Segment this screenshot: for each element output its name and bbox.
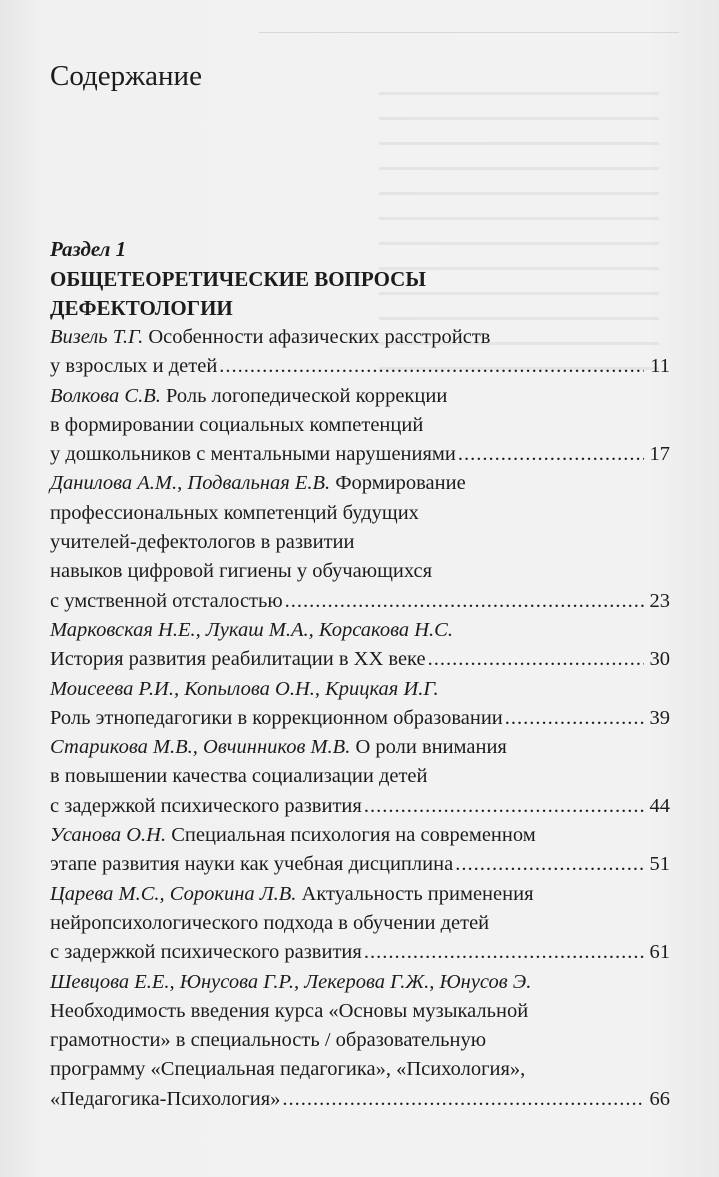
toc-entry-title-text: Специальная психология на современном: [166, 824, 536, 847]
toc-entry-line: [50, 1026, 670, 1055]
toc-entry-authors: Данилова А.М., Подвальная Е.В.: [50, 472, 331, 495]
toc-entry-line: [50, 675, 670, 704]
toc-entry: [50, 880, 670, 968]
toc-entry-line: [50, 733, 670, 762]
toc-title: Содержание: [50, 60, 202, 92]
toc-entry-text: [50, 587, 283, 616]
toc-entry-line: [50, 880, 670, 909]
toc-entry-title-text: История развития реабилитации в XX веке: [50, 648, 426, 671]
toc-entry-line: [50, 850, 670, 879]
toc-entry-line: [50, 587, 670, 616]
toc-entry-line: [50, 323, 670, 352]
toc-entry-title-text: Актуальность применения: [296, 882, 534, 905]
toc-entry: [50, 821, 670, 880]
toc-entry-title-text: у дошкольников с ментальными нарушениями: [50, 443, 456, 466]
toc-entry-line: [50, 1055, 670, 1084]
toc-entry-text: [50, 1085, 280, 1114]
toc-entry-title-text: профессиональных компетенций будущих: [50, 501, 419, 524]
toc-entry-title-text: с задержкой психического развития: [50, 794, 362, 817]
toc-entry-title-text: учителей-дефектологов в развитии: [50, 531, 355, 554]
dot-leader: [285, 587, 644, 616]
toc-entry-page-number: 39: [649, 706, 670, 729]
toc-entry: [50, 382, 670, 470]
toc-entry-title-text: этапе развития науки как учебная дисциплина: [50, 853, 454, 876]
toc-entry-line: [50, 968, 670, 997]
toc-entry-title-text: Необходимость введения курса «Основы музыкальной: [50, 999, 529, 1022]
toc-entry-title-text: с задержкой психического развития: [50, 941, 362, 964]
toc-entry-page-number: 30: [649, 648, 670, 671]
toc-entry-line: [50, 528, 670, 557]
bleed-through-header: [259, 10, 679, 33]
toc-entry-line: [50, 792, 670, 821]
toc-entry-line: [50, 440, 670, 469]
toc-entry: [50, 616, 670, 675]
toc-entry-title-text: нейропсихологического подхода в обучении детей: [50, 911, 490, 934]
toc-entry-title-text: в формировании социальных компетенций: [50, 413, 424, 436]
toc-entry-line: [50, 704, 670, 733]
toc-entry-line: [50, 997, 670, 1026]
toc-entry-line: [50, 499, 670, 528]
toc-entry-title-text: «Педагогика-Психология»: [50, 1087, 281, 1110]
toc-entry-text: [50, 352, 217, 381]
toc-entry-line: [50, 821, 670, 850]
toc-entry-page-number: 44: [649, 794, 670, 817]
toc-entry-title-text: О роли внимания: [350, 736, 507, 759]
toc-entry: [50, 469, 670, 615]
toc-entry-line: [50, 645, 670, 674]
toc-entries: [50, 323, 670, 1114]
toc-entry-text: [50, 645, 426, 674]
toc-entry-authors: Визель Т.Г.: [50, 326, 144, 348]
dot-leader: [428, 645, 644, 674]
table-of-contents: [50, 58, 670, 1114]
toc-entry-authors: Волкова С.В.: [50, 384, 161, 407]
toc-entry: [50, 323, 670, 382]
toc-entry-line: [50, 909, 670, 938]
toc-entry-page-number: 17: [649, 443, 670, 466]
toc-entry-text: [50, 850, 453, 879]
toc-entry-page-number: 51: [649, 853, 670, 876]
toc-entry-title-text: у взрослых и детей: [50, 355, 218, 378]
toc-entry-title-text: Особенности афазических расстройств: [143, 326, 491, 348]
toc-entry-page-number: 11: [650, 355, 670, 378]
dot-leader: [219, 352, 644, 381]
toc-entry-line: [50, 352, 670, 381]
toc-entry-line: [50, 382, 670, 411]
toc-entry-title-text: грамотности» в специальность / образовательную: [50, 1029, 487, 1052]
toc-entry-authors: Усанова О.Н.: [50, 824, 167, 847]
toc-entry-title-text: Формирование: [330, 472, 466, 495]
toc-entry-line: [50, 557, 670, 586]
toc-entry-title-text: в повышении качества социализации детей: [50, 765, 428, 788]
toc-entry-text: [50, 440, 456, 469]
toc-entry-title-text: Роль логопедической коррекции: [160, 384, 448, 407]
toc-entry: [50, 675, 670, 734]
dot-leader: [364, 938, 644, 967]
toc-entry-title-text: с умственной отсталостью: [50, 589, 283, 612]
toc-entry-title-text: навыков цифровой гигиены у обучающихся: [50, 560, 433, 583]
toc-entry-text: [50, 938, 362, 967]
toc-entry-authors: Моисеева Р.И., Копылова О.Н., Крицкая И.Г.: [50, 677, 439, 700]
dot-leader: [455, 850, 644, 879]
toc-entry-text: [50, 704, 503, 733]
toc-entry-authors: Шевцова Е.Е., Юнусова Г.Р., Лекерова Г.Ж., Юнусов Э.: [50, 970, 532, 993]
toc-entry-line: [50, 616, 670, 645]
toc-entry-line: [50, 762, 670, 791]
toc-entry-page-number: 66: [649, 1087, 670, 1110]
toc-entry-authors: Старикова М.В., Овчинников М.В.: [50, 736, 351, 759]
toc-entry-title-text: программу «Специальная педагогика», «Психология»,: [50, 1058, 526, 1081]
toc-entry-authors: Царева М.С., Сорокина Л.В.: [50, 882, 297, 905]
toc-entry-title-text: Роль этнопедагогики в коррекционном образовании: [50, 706, 503, 729]
dot-leader: [282, 1085, 644, 1114]
section-label: Раздел 1: [50, 237, 127, 261]
toc-entry: [50, 968, 670, 1114]
toc-entry-text: [50, 792, 362, 821]
toc-entry-line: [50, 938, 670, 967]
toc-entry-authors: Марковская Н.Е., Лукаш М.А., Корсакова Н.С.: [50, 618, 453, 641]
dot-leader: [458, 440, 644, 469]
toc-entry-page-number: 61: [649, 941, 670, 964]
toc-entry-page-number: 23: [649, 589, 670, 612]
dot-leader: [505, 704, 644, 733]
toc-entry-line: [50, 411, 670, 440]
dot-leader: [364, 792, 644, 821]
toc-entry-line: [50, 1085, 670, 1114]
section-title: ОБЩЕТЕОРЕТИЧЕСКИЕ ВОПРОСЫ ДЕФЕКТОЛОГИИ: [50, 267, 426, 320]
toc-entry: [50, 733, 670, 821]
toc-entry-line: [50, 469, 670, 498]
